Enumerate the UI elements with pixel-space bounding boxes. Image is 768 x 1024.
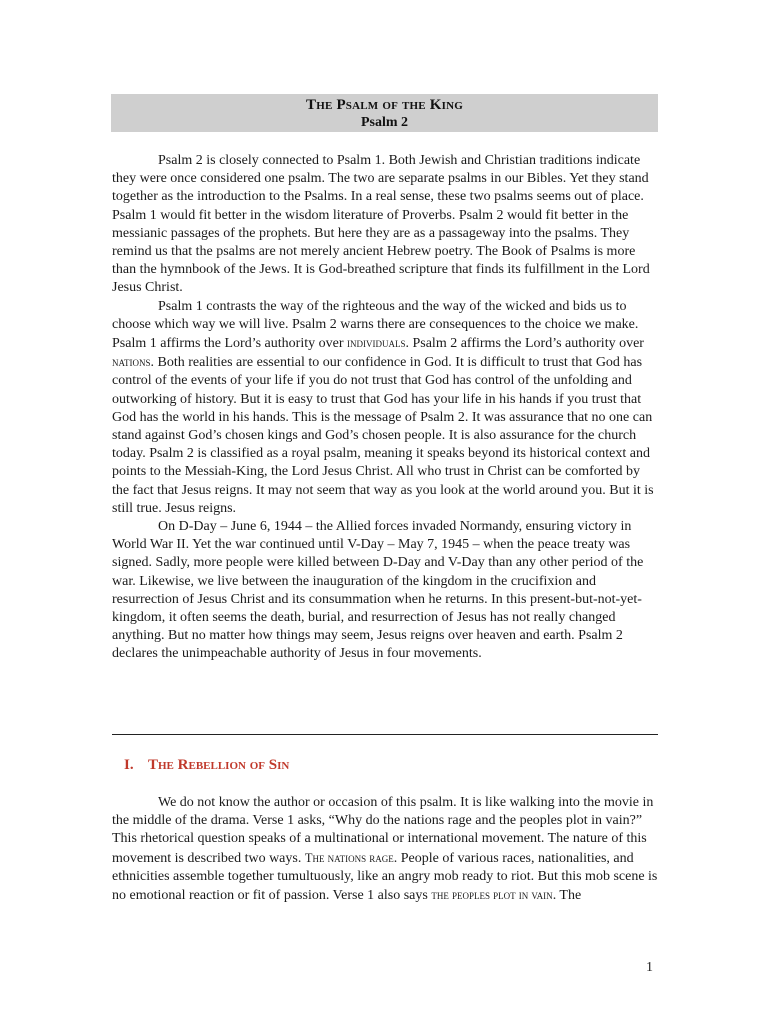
title-band xyxy=(111,94,658,132)
small-caps-term: the peoples plot in vain xyxy=(431,888,553,903)
section-divider xyxy=(112,734,658,735)
text-run: . People of various races, nationalities, and ethnicities assemble together tumultuously, like an angry mob ready to riot. But this mob scene is no emotional reaction or fit of passion. Verse 1 also says xyxy=(112,850,658,904)
section-title: The Rebellion of Sin xyxy=(148,757,290,773)
section-paragraph xyxy=(112,794,660,905)
text-run: . Psalm 2 affirms the Lord’s authority over xyxy=(405,336,644,352)
intro-paragraph-1: Psalm 2 is closely connected to Psalm 1. Both Jewish and Christian traditions indicate they were once considered one psalm. The two are separate psalms in our Bibles. Yet they stand together as the introduction to the Psalms. In a real sense, these two psalms seems out of place. Psalm 1 would fit better in the wisdom literature of Proverbs. Psalm 2 would fit better in the messianic passages of the prophets. But here they are as a passageway into the psalms. They remind us that the psalms are not merely ancient Hebrew poetry. The Book of Psalms is more than the hymnbook of the Jews. It is God-breathed scripture that finds its fulfillment in the Lord Jesus Christ. xyxy=(112,153,650,296)
section-heading xyxy=(124,756,289,774)
text-run: We do not know the author or occasion of this psalm. It is like walking into the movie in the middle of the drama. Verse 1 asks, “Why do the nations rage and the peoples plot in vain?” This rhetorical question speaks of a multinational or international movement. The nature of this movement is described two ways. xyxy=(112,795,654,866)
intro-paragraph-3: On D-Day – June 6, 1944 – the Allied forces invaded Normandy, ensuring victory in World War II. Yet the war continued until V-Day – May 7, 1945 – when the peace treaty was signed. Sadly, more people were killed between D-Day and V-Day than any other period of the war. Likewise, we live between the inauguration of the kingdom in the crucifixion and resurrection of Jesus Christ and its consummation when he returns. In this present-but-not-yet-kingdom, it often seems the death, burial, and resurrection of Jesus has not really changed anything. But no matter how things may seem, Jesus reigns over heaven and earth. Psalm 2 declares the unimpeachable authority of Jesus in four movements. xyxy=(112,519,644,662)
section-number: I. xyxy=(124,757,134,773)
text-run: . Both realities are essential to our confidence in God. It is difficult to trust that God has control of the events of your life if you do not trust that God has control of the unfolding and outworking of history. But it is easy to trust that God has your life in his hands if you trust that God has the world in his hands. This is the message of Psalm 2. It was assurance that no one can stand against God’s chosen kings and God’s chosen people. It is also assurance for the church today. Psalm 2 is classified as a royal psalm, meaning it speaks beyond its historical context and points to the Messiah-King, the Lord Jesus Christ. All who trust in Christ can be comforted by the fact that Jesus reigns. It may not seem that way as you look at the world around you. But it is still true. Jesus reigns. xyxy=(112,355,654,516)
text-run: Psalm 1 contrasts the way of the righteous and the way of the wicked and bids us to choose which way we will live. Psalm 2 warns there are consequences to the choice we make. Psalm 1 affirms the Lord’s authority over xyxy=(112,298,639,352)
document-subtitle: Psalm 2 xyxy=(360,115,409,130)
intro-text xyxy=(112,152,660,664)
page-number: 1 xyxy=(646,960,653,975)
section-text xyxy=(112,794,660,905)
intro-paragraph-2 xyxy=(112,298,660,518)
text-run: . The xyxy=(552,888,582,904)
small-caps-term: The nations rage xyxy=(304,850,394,865)
small-caps-term: nations xyxy=(112,355,151,370)
small-caps-term: individuals xyxy=(346,336,406,351)
document-title: The Psalm of the King xyxy=(306,97,463,113)
